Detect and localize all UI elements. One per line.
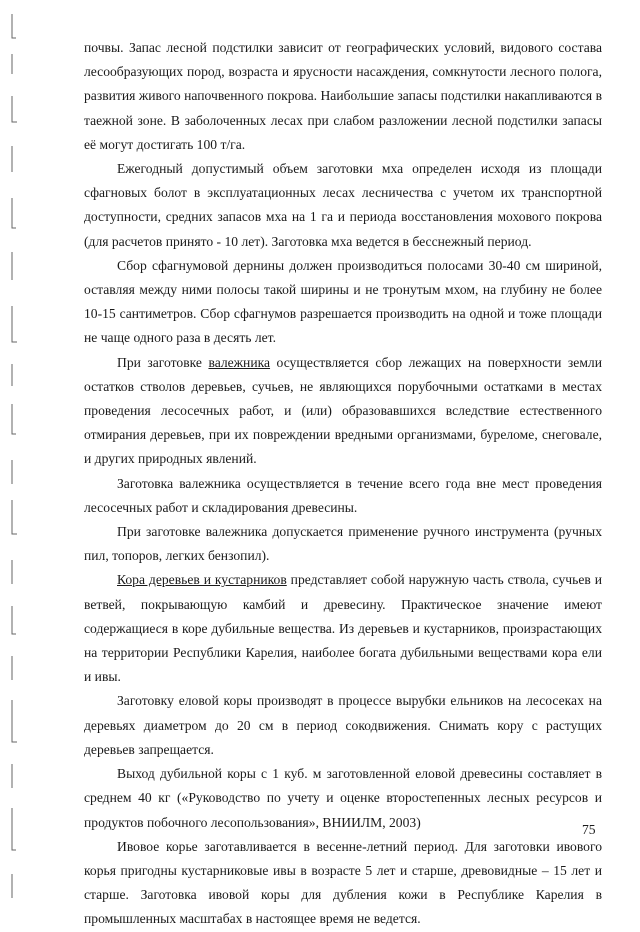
paragraph bbox=[84, 351, 602, 472]
underlined-term-bark: Кора деревьев и кустарников bbox=[117, 572, 287, 588]
paragraph: Сбор сфагнумовой дернины должен производиться полосами 30-40 см шириной, оставляя между ними полосы такой ширины и не тронутым мхом, на глубину не более 10-15 сантиметров. Сбор сфагнумов разрешается производить на одной и тоже площади не чаще одного раза в десять лет. bbox=[84, 257, 602, 346]
binding-edge-marks bbox=[0, 0, 30, 905]
body-text bbox=[84, 36, 602, 932]
paragraph: почвы. Запас лесной подстилки зависит от географических условий, видового состава лесообразующих пород, возраста и ярусности насаждения, сомкнутости лесного полога, развития живого напочвенного покрова. Наибольшие запасы подстилки накапливаются в таежной зоне. В заболоченных лесах при слабом разложении лесной подстилки запасы её могут достигать 100 т/га. bbox=[84, 40, 602, 152]
paragraph-body: представляет собой наружную часть ствола, сучьев и ветвей, покрывающую камбий и древесину. Практическое значение имеют содержащиеся в коре дубильные вещества. Из деревьев и кустарников, произрастающих на территории Республики Карелия, наиболее богата дубильными веществами кора ели и ивы. bbox=[84, 572, 602, 685]
paragraph: При заготовке валежника допускается применение ручного инструмента (ручных пил, топоров, легких бензопил). bbox=[84, 524, 602, 564]
underlined-term-valezhnik: валежника bbox=[208, 354, 271, 370]
paragraph: Заготовку еловой коры производят в процессе вырубки ельников на лесосеках на деревьях диаметром до 20 см в период сокодвижения. Снимать кору с растущих деревьев запрещается. bbox=[84, 693, 602, 757]
page-number: 75 bbox=[582, 822, 596, 837]
paragraph: Заготовка валежника осуществляется в течение всего года вне мест проведения лесосечных работ и складирования древесины. bbox=[84, 475, 602, 515]
paragraph: Ивовое корье заготавливается в весенне-летний период. Для заготовки ивового корья пригодны кустарниковые ивы в возрасте 5 лет и старше, древовидные – 15 лет и старше. Заготовка ивовой коры для дубления кожи в Республике Карелия в промышленных масштабах в настоящее время не ведется. bbox=[84, 838, 602, 927]
paragraph: Выход дубильной коры с 1 куб. м заготовленной еловой древесины составляет в среднем 40 кг («Руководство по учету и оценке второстепенных лесных ресурсов и продуктов побочного лесопользования», ВНИИЛМ, 2003) bbox=[84, 766, 602, 830]
paragraph-body: осуществляется сбор лежащих на поверхности земли остатков стволов деревьев, сучьев, не являющихся порубочными остатками в местах проведения лесосечных работ, и (или) образовавшихся вследствие естественного отмирания деревьев, при их повреждении вредными организмами, буреломе, снеговале, и других природных явлений. bbox=[84, 354, 602, 467]
paragraph: Ежегодный допустимый объем заготовки мха определен исходя из площади сфагновых болот в эксплуатационных лесах лесничества с учетом их транспортной доступности, средних запасов мха на 1 га и периода восстановления мохового покрова (для расчетов принято - 10 лет). Заготовка мха ведется в бесснежный период. bbox=[84, 161, 602, 249]
paragraph-lead: При заготовке bbox=[117, 354, 209, 370]
paragraph bbox=[84, 568, 602, 689]
